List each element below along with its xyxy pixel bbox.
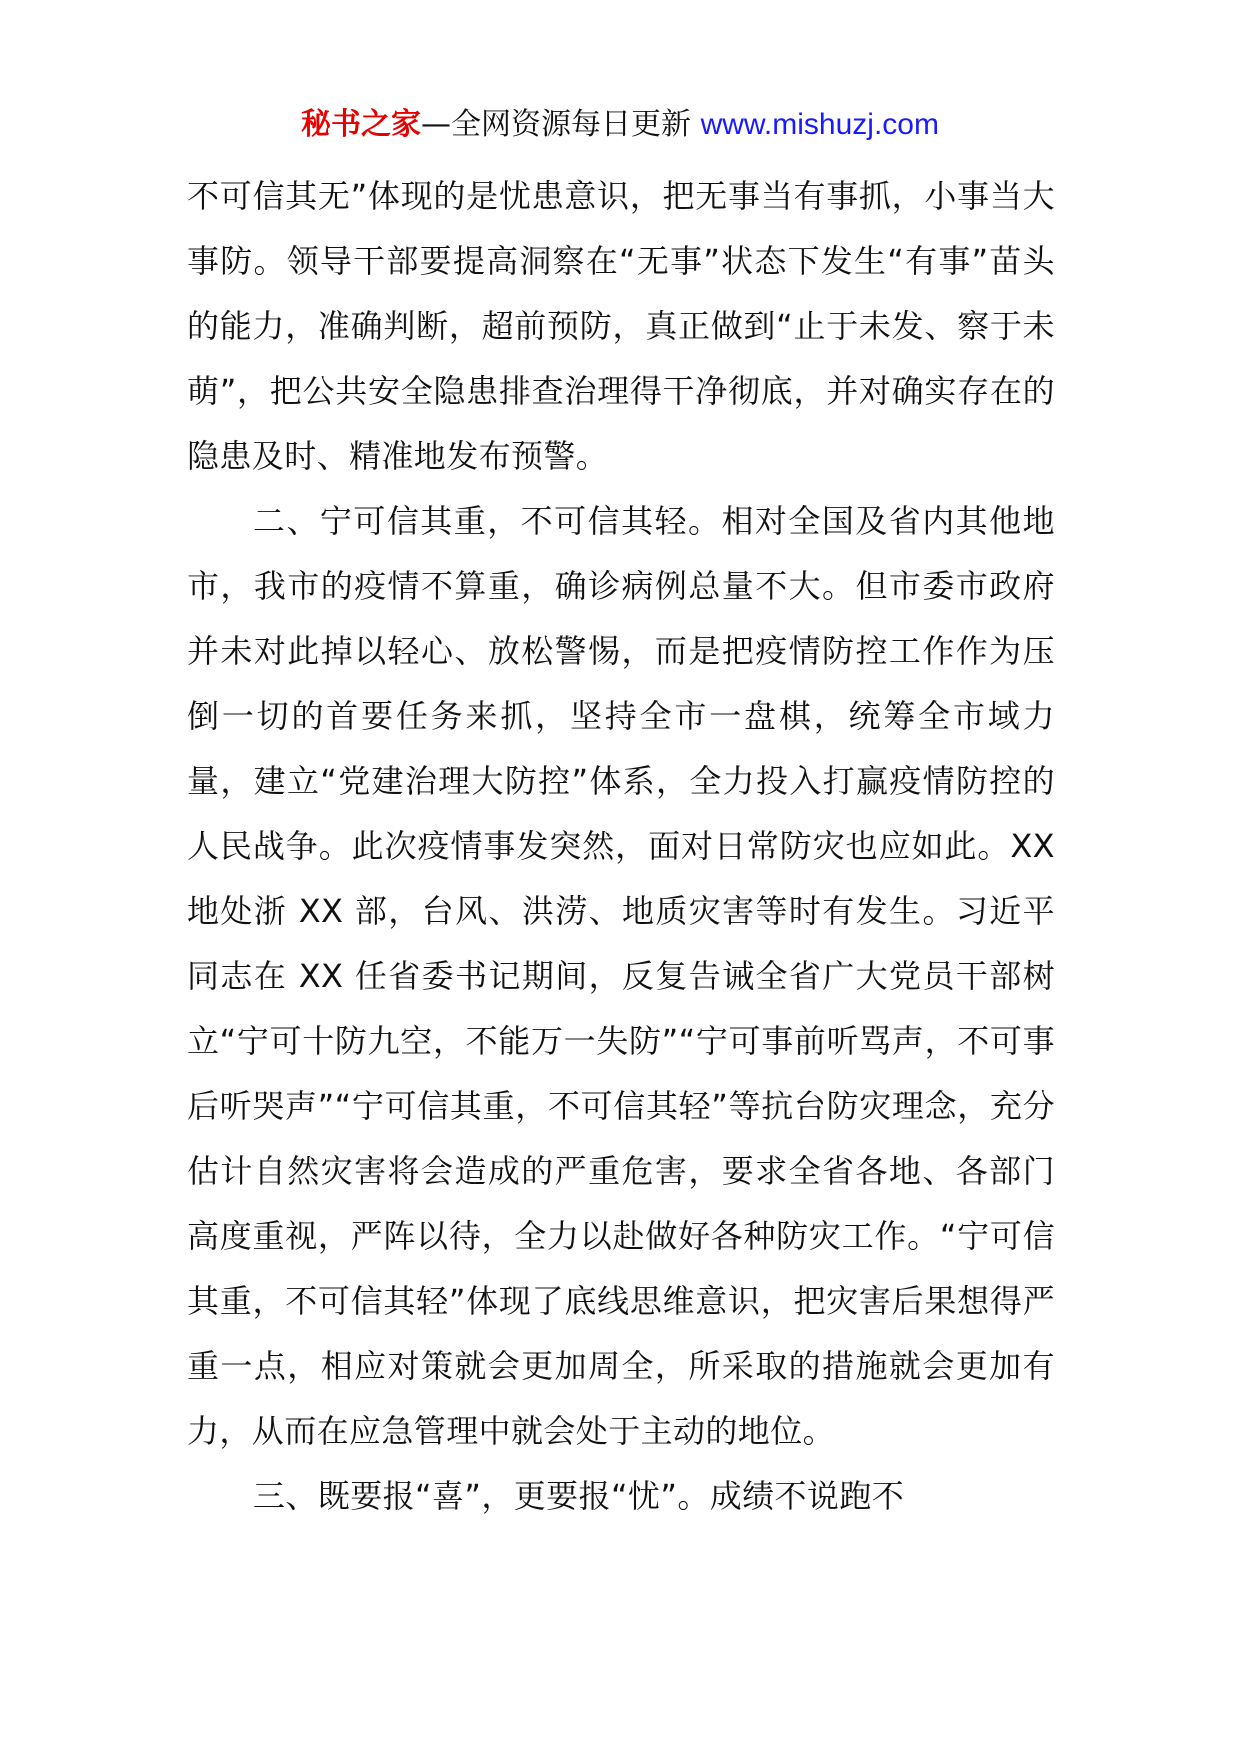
- paragraph-continuation: 不可信其无”体现的是忧患意识，把无事当有事抓，小事当大事防。领导干部要提高洞察在“无事”状态下发生“有事”苗头的能力，准确判断，超前预防，真正做到“止于未发、察于未萌”，把公共安全隐患排查治理得干净彻底，并对确实存在的隐患及时、精准地发布预警。: [187, 177, 1055, 475]
- paragraph-section-two: 二、宁可信其重，不可信其轻。相对全国及省内其他地市，我市的疫情不算重，确诊病例总量不大。但市委市政府并未对此掉以轻心、放松警惕，而是把疫情防控工作作为压倒一切的首要任务来抓，坚持全市一盘棋，统筹全市域力量，建立“党建治理大防控”体系，全力投入打赢疫情防控的人民战争。此次疫情事发突然，面对日常防灾也应如此。XX 地处浙 XX 部，台风、洪涝、地质灾害等时有发生。习近平同志在 XX 任省委书记期间，反复告诫全省广大党员干部树立“宁可十防九空，不能万一失防”“宁可事前听骂声，不可事后听哭声”“宁可信其重，不可信其轻”等抗台防灾理念，充分估计自然灾害将会造成的严重危害，要求全省各地、各部门高度重视，严阵以待，全力以赴做好各种防灾工作。“宁可信其重，不可信其轻”体现了底线思维意识，把灾害后果想得严重一点，相应对策就会更加周全，所采取的措施就会更加有力，从而在应急管理中就会处于主动的地位。: [187, 502, 1055, 1450]
- paragraph-section-three: 三、既要报“喜”，更要报“忧”。成绩不说跑不: [253, 1477, 905, 1515]
- site-url-link[interactable]: www.mishuzj.com: [700, 108, 939, 141]
- site-tagline: —全网资源每日更新: [421, 107, 701, 142]
- page-header: [0, 103, 1240, 147]
- document-body: [187, 164, 1055, 1529]
- site-brand: 秘书之家: [301, 107, 422, 142]
